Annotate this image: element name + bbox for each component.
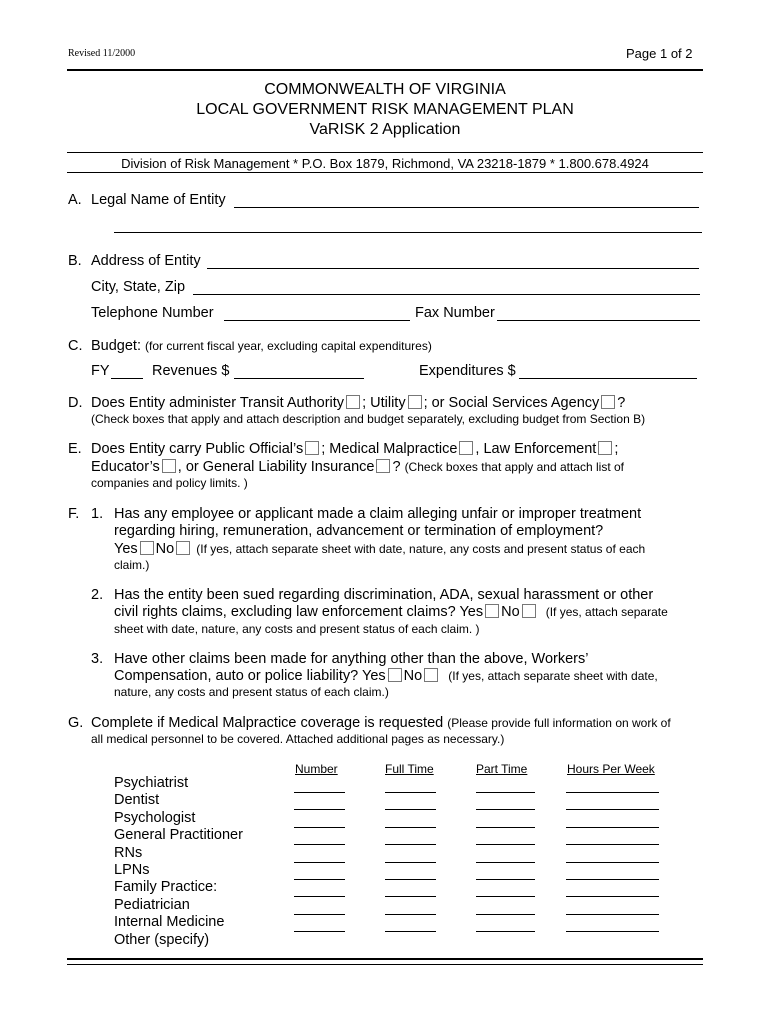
blank-hours-per-week-row-4[interactable]	[566, 844, 659, 845]
blank-hours-per-week-row-2[interactable]	[566, 809, 659, 810]
section-e-q-part6: , or General Liability Insurance	[177, 459, 375, 475]
blank-full-time-row-2[interactable]	[385, 809, 436, 810]
title-line-3: VaRISK 2 Application	[309, 121, 461, 138]
blank-full-time-row-7[interactable]	[385, 896, 436, 897]
blank-hours-per-week-row-7[interactable]	[566, 896, 659, 897]
fy-field[interactable]	[111, 378, 143, 379]
section-e-q-part1: Does Entity carry Public Official’s	[91, 441, 304, 457]
blank-part-time-row-8[interactable]	[476, 914, 535, 915]
revenues-field[interactable]	[234, 378, 364, 379]
row-label-dentist: Dentist	[114, 792, 160, 809]
legal-name-field-line2[interactable]	[114, 232, 702, 233]
f3-no-label: No	[403, 668, 423, 684]
blank-number-row-5[interactable]	[294, 862, 345, 863]
row-label-internal-medicine: Internal Medicine	[114, 914, 225, 931]
telephone-label: Telephone Number	[91, 305, 214, 321]
blank-hours-per-week-row-9[interactable]	[566, 931, 659, 932]
section-e-question-line1	[91, 441, 618, 457]
public-officials-checkbox[interactable]	[305, 441, 319, 455]
blank-hours-per-week-row-5[interactable]	[566, 862, 659, 863]
section-d-q-part2: ; Utility	[362, 395, 406, 411]
f3-line2	[114, 668, 658, 684]
blank-part-time-row-2[interactable]	[476, 809, 535, 810]
blank-number-row-4[interactable]	[294, 844, 345, 845]
section-g-question	[91, 715, 671, 731]
f1-note2: claim.)	[114, 558, 150, 572]
f1-line2: regarding hiring, remuneration, advancement or termination of employment?	[114, 523, 604, 539]
f1-yes-checkbox[interactable]	[140, 541, 154, 555]
column-header-part-time: Part Time	[476, 762, 528, 776]
row-label-general-practitioner: General Practitioner	[114, 827, 243, 844]
f1-yes-label: Yes	[114, 541, 138, 557]
blank-full-time-row-8[interactable]	[385, 914, 436, 915]
legal-name-field[interactable]	[234, 207, 699, 208]
f3-line1: Have other claims been made for anything other than the above, Workers’	[114, 651, 589, 667]
f2-number: 2.	[91, 587, 104, 603]
f3-no-checkbox[interactable]	[424, 668, 438, 682]
section-e-question-line2	[91, 459, 624, 475]
blank-hours-per-week-row-3[interactable]	[566, 827, 659, 828]
budget-question	[91, 338, 432, 354]
blank-part-time-row-1[interactable]	[476, 792, 535, 793]
f2-line2	[114, 604, 668, 620]
f1-no-label: No	[155, 541, 175, 557]
f1-number: 1.	[91, 506, 104, 522]
section-g-note1: (Please provide full information on work of	[447, 716, 671, 730]
city-state-zip-field[interactable]	[193, 294, 700, 295]
section-f-letter: F.	[68, 506, 80, 522]
blank-full-time-row-6[interactable]	[385, 879, 436, 880]
row-label-psychologist: Psychologist	[114, 809, 196, 826]
section-b-letter: B.	[68, 253, 82, 269]
section-d-q-part3: ; or Social Services Agency	[423, 395, 600, 411]
bottom-rule-1	[67, 958, 703, 960]
section-d-question	[91, 395, 625, 411]
f2-no-checkbox[interactable]	[522, 604, 536, 618]
revenues-label: Revenues $	[152, 363, 230, 379]
division-rule-bottom	[67, 172, 703, 173]
f3-number: 3.	[91, 651, 104, 667]
budget-note: (for current fiscal year, excluding capital expenditures)	[145, 339, 432, 353]
utility-checkbox[interactable]	[408, 395, 422, 409]
f1-line1: Has any employee or applicant made a claim alleging unfair or improper treatment	[114, 506, 642, 522]
blank-full-time-row-5[interactable]	[385, 862, 436, 863]
top-rule	[67, 69, 703, 71]
budget-label: Budget:	[91, 338, 141, 354]
f2-line2-text: civil rights claims, excluding law enforcement claims? Yes	[114, 604, 484, 620]
column-header-hours-per-week: Hours Per Week	[567, 762, 655, 776]
fax-field[interactable]	[497, 320, 700, 321]
f1-answer-line	[114, 541, 645, 557]
section-d-q-part1: Does Entity administer Transit Authority	[91, 395, 345, 411]
row-label-other-specify: Other (specify)	[114, 931, 210, 948]
bottom-rule-2	[67, 964, 703, 965]
blank-part-time-row-9[interactable]	[476, 931, 535, 932]
f3-note1: (If yes, attach separate sheet with date,	[448, 669, 658, 683]
section-d-note: (Check boxes that apply and attach description and budget separately, excluding budget from Section B)	[91, 412, 646, 426]
f3-note2: nature, any costs and present status of each claim.)	[114, 685, 389, 699]
medical-malpractice-checkbox[interactable]	[459, 441, 473, 455]
f2-line1: Has the entity been sued regarding discrimination, ADA, sexual harassment or other	[114, 587, 654, 603]
blank-part-time-row-4[interactable]	[476, 844, 535, 845]
f2-note1: (If yes, attach separate	[545, 605, 668, 619]
division-rule-top	[67, 152, 703, 153]
f2-note2: sheet with date, nature, any costs and present status of each claim. )	[114, 622, 480, 636]
f3-line2-text: Compensation, auto or police liability? Yes	[114, 668, 386, 684]
blank-hours-per-week-row-1[interactable]	[566, 792, 659, 793]
fax-label: Fax Number	[415, 305, 495, 321]
title-line-1: COMMONWEALTH OF VIRGINIA	[264, 81, 506, 98]
column-header-number: Number	[295, 762, 338, 776]
blank-number-row-3[interactable]	[294, 827, 345, 828]
blank-number-row-7[interactable]	[294, 896, 345, 897]
social-services-checkbox[interactable]	[601, 395, 615, 409]
blank-number-row-2[interactable]	[294, 809, 345, 810]
title-line-2: LOCAL GOVERNMENT RISK MANAGEMENT PLAN	[196, 101, 574, 118]
blank-full-time-row-4[interactable]	[385, 844, 436, 845]
section-e-q-part2: ; Medical Malpractice	[321, 441, 458, 457]
row-label-rns: RNs	[114, 844, 143, 861]
f2-yes-checkbox[interactable]	[485, 604, 499, 618]
section-e-q-part3: , Law Enforcement	[475, 441, 597, 457]
revised-date: Revised 11/2000	[68, 48, 136, 59]
blank-full-time-row-3[interactable]	[385, 827, 436, 828]
telephone-field[interactable]	[224, 320, 410, 321]
section-e-q-part4: ;	[614, 441, 619, 457]
row-label-family-practice: Family Practice:	[114, 879, 218, 896]
blank-part-time-row-6[interactable]	[476, 879, 535, 880]
expenditures-label: Expenditures $	[419, 363, 516, 379]
blank-number-row-6[interactable]	[294, 879, 345, 880]
section-e-q-part7: ?	[392, 459, 401, 475]
section-e-q-part5: Educator’s	[91, 459, 160, 475]
section-g-note2: all medical personnel to be covered. Attached additional pages as necessary.)	[91, 732, 505, 746]
f1-no-checkbox[interactable]	[176, 541, 190, 555]
section-g-q: Complete if Medical Malpractice coverage is requested	[91, 715, 444, 731]
blank-number-row-8[interactable]	[294, 914, 345, 915]
section-d-letter: D.	[68, 395, 83, 411]
row-label-psychiatrist: Psychiatrist	[114, 775, 189, 791]
educators-checkbox[interactable]	[162, 459, 176, 473]
column-header-full-time: Full Time	[385, 762, 434, 776]
address-label: Address of Entity	[91, 253, 201, 269]
blank-hours-per-week-row-8[interactable]	[566, 914, 659, 915]
blank-number-row-1[interactable]	[294, 792, 345, 793]
section-e-note2: companies and policy limits. )	[91, 476, 248, 490]
f1-note1: (If yes, attach separate sheet with date, nature, any costs and present status of each	[196, 542, 646, 556]
section-g-letter: G.	[68, 715, 84, 731]
section-e-note1: (Check boxes that apply and attach list of	[404, 460, 625, 474]
blank-part-time-row-5[interactable]	[476, 862, 535, 863]
legal-name-label: Legal Name of Entity	[91, 192, 226, 208]
blank-hours-per-week-row-6[interactable]	[566, 879, 659, 880]
section-c-letter: C.	[68, 338, 83, 354]
blank-number-row-9[interactable]	[294, 931, 345, 932]
blank-part-time-row-7[interactable]	[476, 896, 535, 897]
f2-no-label: No	[501, 604, 520, 620]
f3-yes-checkbox[interactable]	[388, 668, 402, 682]
section-a-letter: A.	[68, 192, 82, 208]
row-label-lpns: LPNs	[114, 862, 150, 879]
general-liability-checkbox[interactable]	[376, 459, 390, 473]
row-label-pediatrician: Pediatrician	[114, 896, 190, 913]
personnel-list	[114, 775, 243, 949]
blank-full-time-row-9[interactable]	[385, 931, 436, 932]
blank-full-time-row-1[interactable]	[385, 792, 436, 793]
city-state-zip-label: City, State, Zip	[91, 279, 186, 295]
blank-part-time-row-3[interactable]	[476, 827, 535, 828]
fy-label: FY	[91, 363, 110, 379]
division-address: Division of Risk Management * P.O. Box 1879, Richmond, VA 23218-1879 * 1.800.678.4924	[121, 156, 649, 171]
page-number: Page 1 of 2	[626, 46, 693, 61]
expenditures-field[interactable]	[519, 378, 697, 379]
law-enforcement-checkbox[interactable]	[598, 441, 612, 455]
section-d-q-part4: ?	[617, 395, 626, 411]
transit-authority-checkbox[interactable]	[346, 395, 360, 409]
section-e-letter: E.	[68, 441, 82, 457]
address-field[interactable]	[207, 268, 699, 269]
